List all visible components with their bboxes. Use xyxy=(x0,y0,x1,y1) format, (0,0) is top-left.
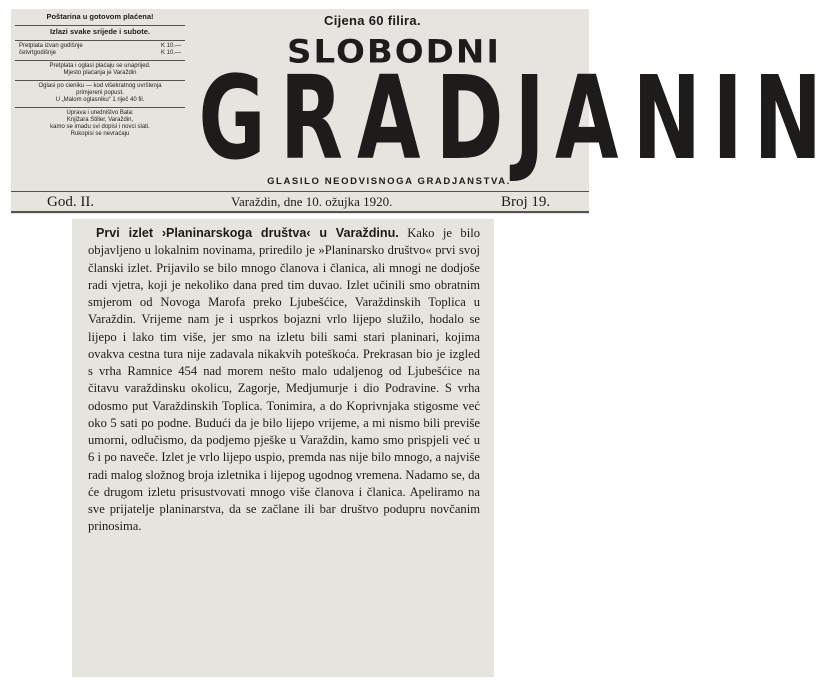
article-clipping xyxy=(72,219,494,677)
ads-note-1: Oglasi po cieniku — kod višekratnog uvrštenja xyxy=(38,83,162,89)
newspaper-subtitle: GLASILO NEODVISNOGA GRADJANSTVA. xyxy=(267,176,511,187)
editorial-4: Rukopisi se nevraćaju xyxy=(70,131,130,137)
subscription-quarterly-row xyxy=(19,50,181,57)
ads-note-3: U „Malom oglasniku“ 1 riječ 40 fil. xyxy=(55,97,145,103)
title-letter: N xyxy=(632,51,702,186)
title-letter: I xyxy=(712,51,743,186)
title-letter: D xyxy=(434,51,504,186)
subscription-yearly-price: K 10.— xyxy=(160,43,181,49)
issue-date: Varaždin, dne 10. ožujka 1920. xyxy=(231,194,393,209)
subscription-yearly: Pretplata izvan godišnje xyxy=(19,43,83,49)
ads-note-2: primjereni popust. xyxy=(76,90,124,96)
subscription-box xyxy=(15,41,185,61)
dateline-bar xyxy=(11,191,589,213)
article-body: Kako je bilo objavljeno u lokalnim novinama, priredilo je »Planinarsko društvo« prvi svoj članski izlet. Prijavilo se bilo mnogo članova i članica, ali mnogi ne dodjoše radi vjetra, koji je nekoliko dana pred tim duvao. Izlet učinili smo obratnim smjerom od Novoga Marofa preko Ljubešćice, Varaždinskih Toplica u Varaždin. Vrijeme nam je i usprkos bojazni vrlo lijepo služilo, hodalo se lijepo i lako tim više, jer smo na izletu bili sami stari planinari, kojima ovakva cestna tura nije zadavala nikakvih poteškoća. Prekrasan bio je izgled s vrha Ramnice 454 nad morem nešto malo udaljenog od Ljubešćice na čitavu varaždinsku okolicu, Zagorje, Medjumurje i dio Podravine. S vrha odosmo put Varaždinskih Toplica. Tonimira, a do Koprivnjaka stigosme već oko 5 sati po podne. Budući da je bilo lijepo vrijeme, a mi nismo bili previše umorni, odlučismo, da podjemo pješke u Varaždin, kamo smo prispjeli već u 6 i po naveče. Izlet je vrlo lijepo uspio, premda nas nije bilo mnogo, a najviše radi malog složnog broja izletnika i lijepog ugodnog vremena. Nadamo se, da će drugom izletu prisustvovati mnogo više članova i članica. Apeliramo na sve prijatelje planinarstva, da se začlane ili bar društvo podupru novčanim prinosima. xyxy=(88,226,480,534)
subscription-quarterly-price: K 10.— xyxy=(160,50,181,56)
editorial-2: Knjižara Stiller, Varaždin, xyxy=(66,117,134,123)
title-letter: A xyxy=(357,51,421,186)
title-letter: N xyxy=(753,51,822,186)
editorial-1: Uprava i uredništvo Bala: xyxy=(66,110,134,116)
editorial-3: kamo se imadu svi dopisi i novci slati. xyxy=(50,124,150,130)
masthead-info-column xyxy=(15,11,185,181)
ads-box xyxy=(15,81,185,108)
title-letter: G xyxy=(198,51,266,186)
payment-note-1: Pretplata i oglasi plaćaju se unaprijed. xyxy=(49,63,151,69)
article-heading: Prvi izlet ›Planinarskoga društva‹ u Varaždinu. xyxy=(96,226,399,240)
postage-text: Poštarina u gotovom plaćena! xyxy=(46,12,154,21)
issue-number: Broj 19. xyxy=(501,194,551,210)
title-letter: A xyxy=(554,51,619,186)
title-letter: J xyxy=(513,51,545,186)
schedule-text: Izlazi svake srijede i subote. xyxy=(49,27,151,36)
editorial-box xyxy=(15,108,185,141)
postage-notice xyxy=(15,11,185,26)
title-letter: R xyxy=(280,51,344,186)
schedule-notice xyxy=(15,26,185,41)
subscription-quarterly: četvrtgodišnje xyxy=(19,50,57,56)
volume-year: God. II. xyxy=(47,194,95,210)
subscription-yearly-row xyxy=(19,43,181,50)
payment-note-2: Mjesto plaćanja je Varaždin xyxy=(63,70,137,76)
issue-price: Cijena 60 filira. xyxy=(324,13,421,28)
title-slobodni: SLOBODNI xyxy=(287,33,501,71)
article-text xyxy=(88,225,480,536)
payment-box xyxy=(15,61,185,81)
newspaper-masthead xyxy=(11,9,822,214)
